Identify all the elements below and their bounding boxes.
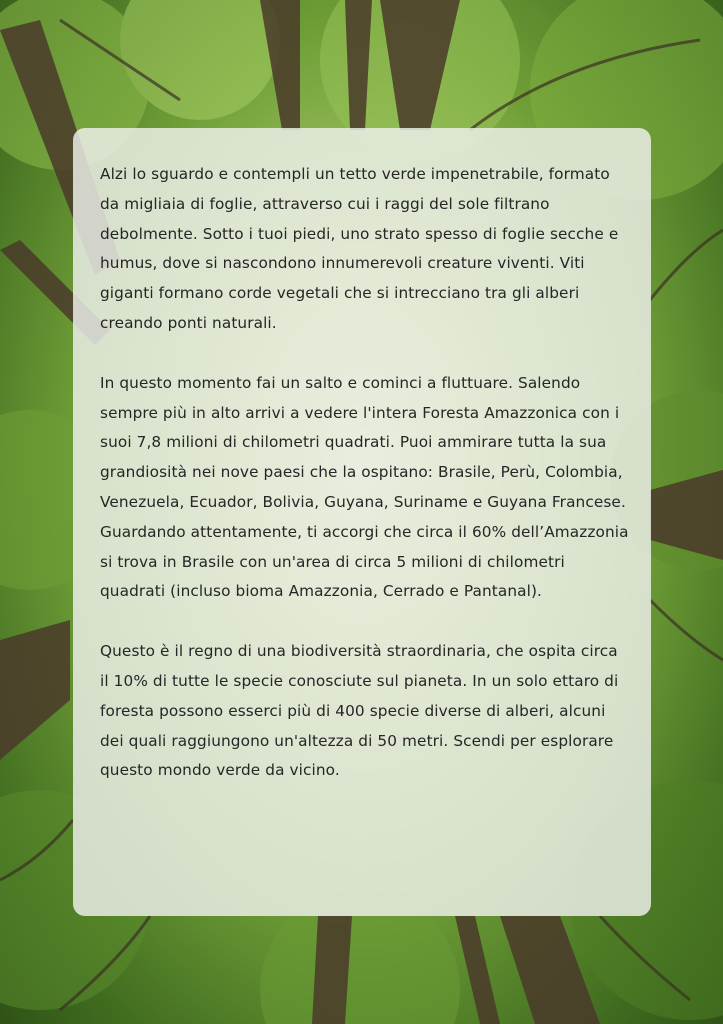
text-card (73, 128, 651, 916)
paragraph-2: In questo momento fai un salto e cominci a fluttuare. Salendo sempre più in alto arrivi a vedere l'intera Foresta Amazzonica con i suoi 7,8 milioni di chilometri quadrati. Puoi ammirare tutta la sua grandiosità nei nove paesi che la ospitano: Brasile, Perù, Colombia, Venezuela, Ecuador, Bolivia, Guyana, Suriname e Guyana Francese. Guardando attentamente, ti accorgi che circa il 60% dell’Amazzonia si trova in Brasile con un'area di circa 5 milioni di chilometri quadrati (incluso bioma Amazzonia, Cerrado e Pantanal). (100, 373, 629, 601)
paragraph-1: Alzi lo sguardo e contempli un tetto verde impenetrabile, formato da migliaia di foglie, attraverso cui i raggi del sole filtrano debolmente. Sotto i tuoi piedi, uno strato spesso di foglie secche e humus, dove si nascondono innumerevoli creature viventi. Viti giganti formano corde vegetali che si intrecciano tra gli alberi creando ponti naturali. (100, 165, 619, 332)
paragraph-3: Questo è il regno di una biodiversità straordinaria, che ospita circa il 10% di tutte le specie conosciute sul pianeta. In un solo ettaro di foresta possono esserci più di 400 specie diverse di alberi, alcuni dei quali raggiungono un'altezza di 50 metri. Scendi per esplorare questo mondo verde da vicino. (100, 642, 619, 780)
